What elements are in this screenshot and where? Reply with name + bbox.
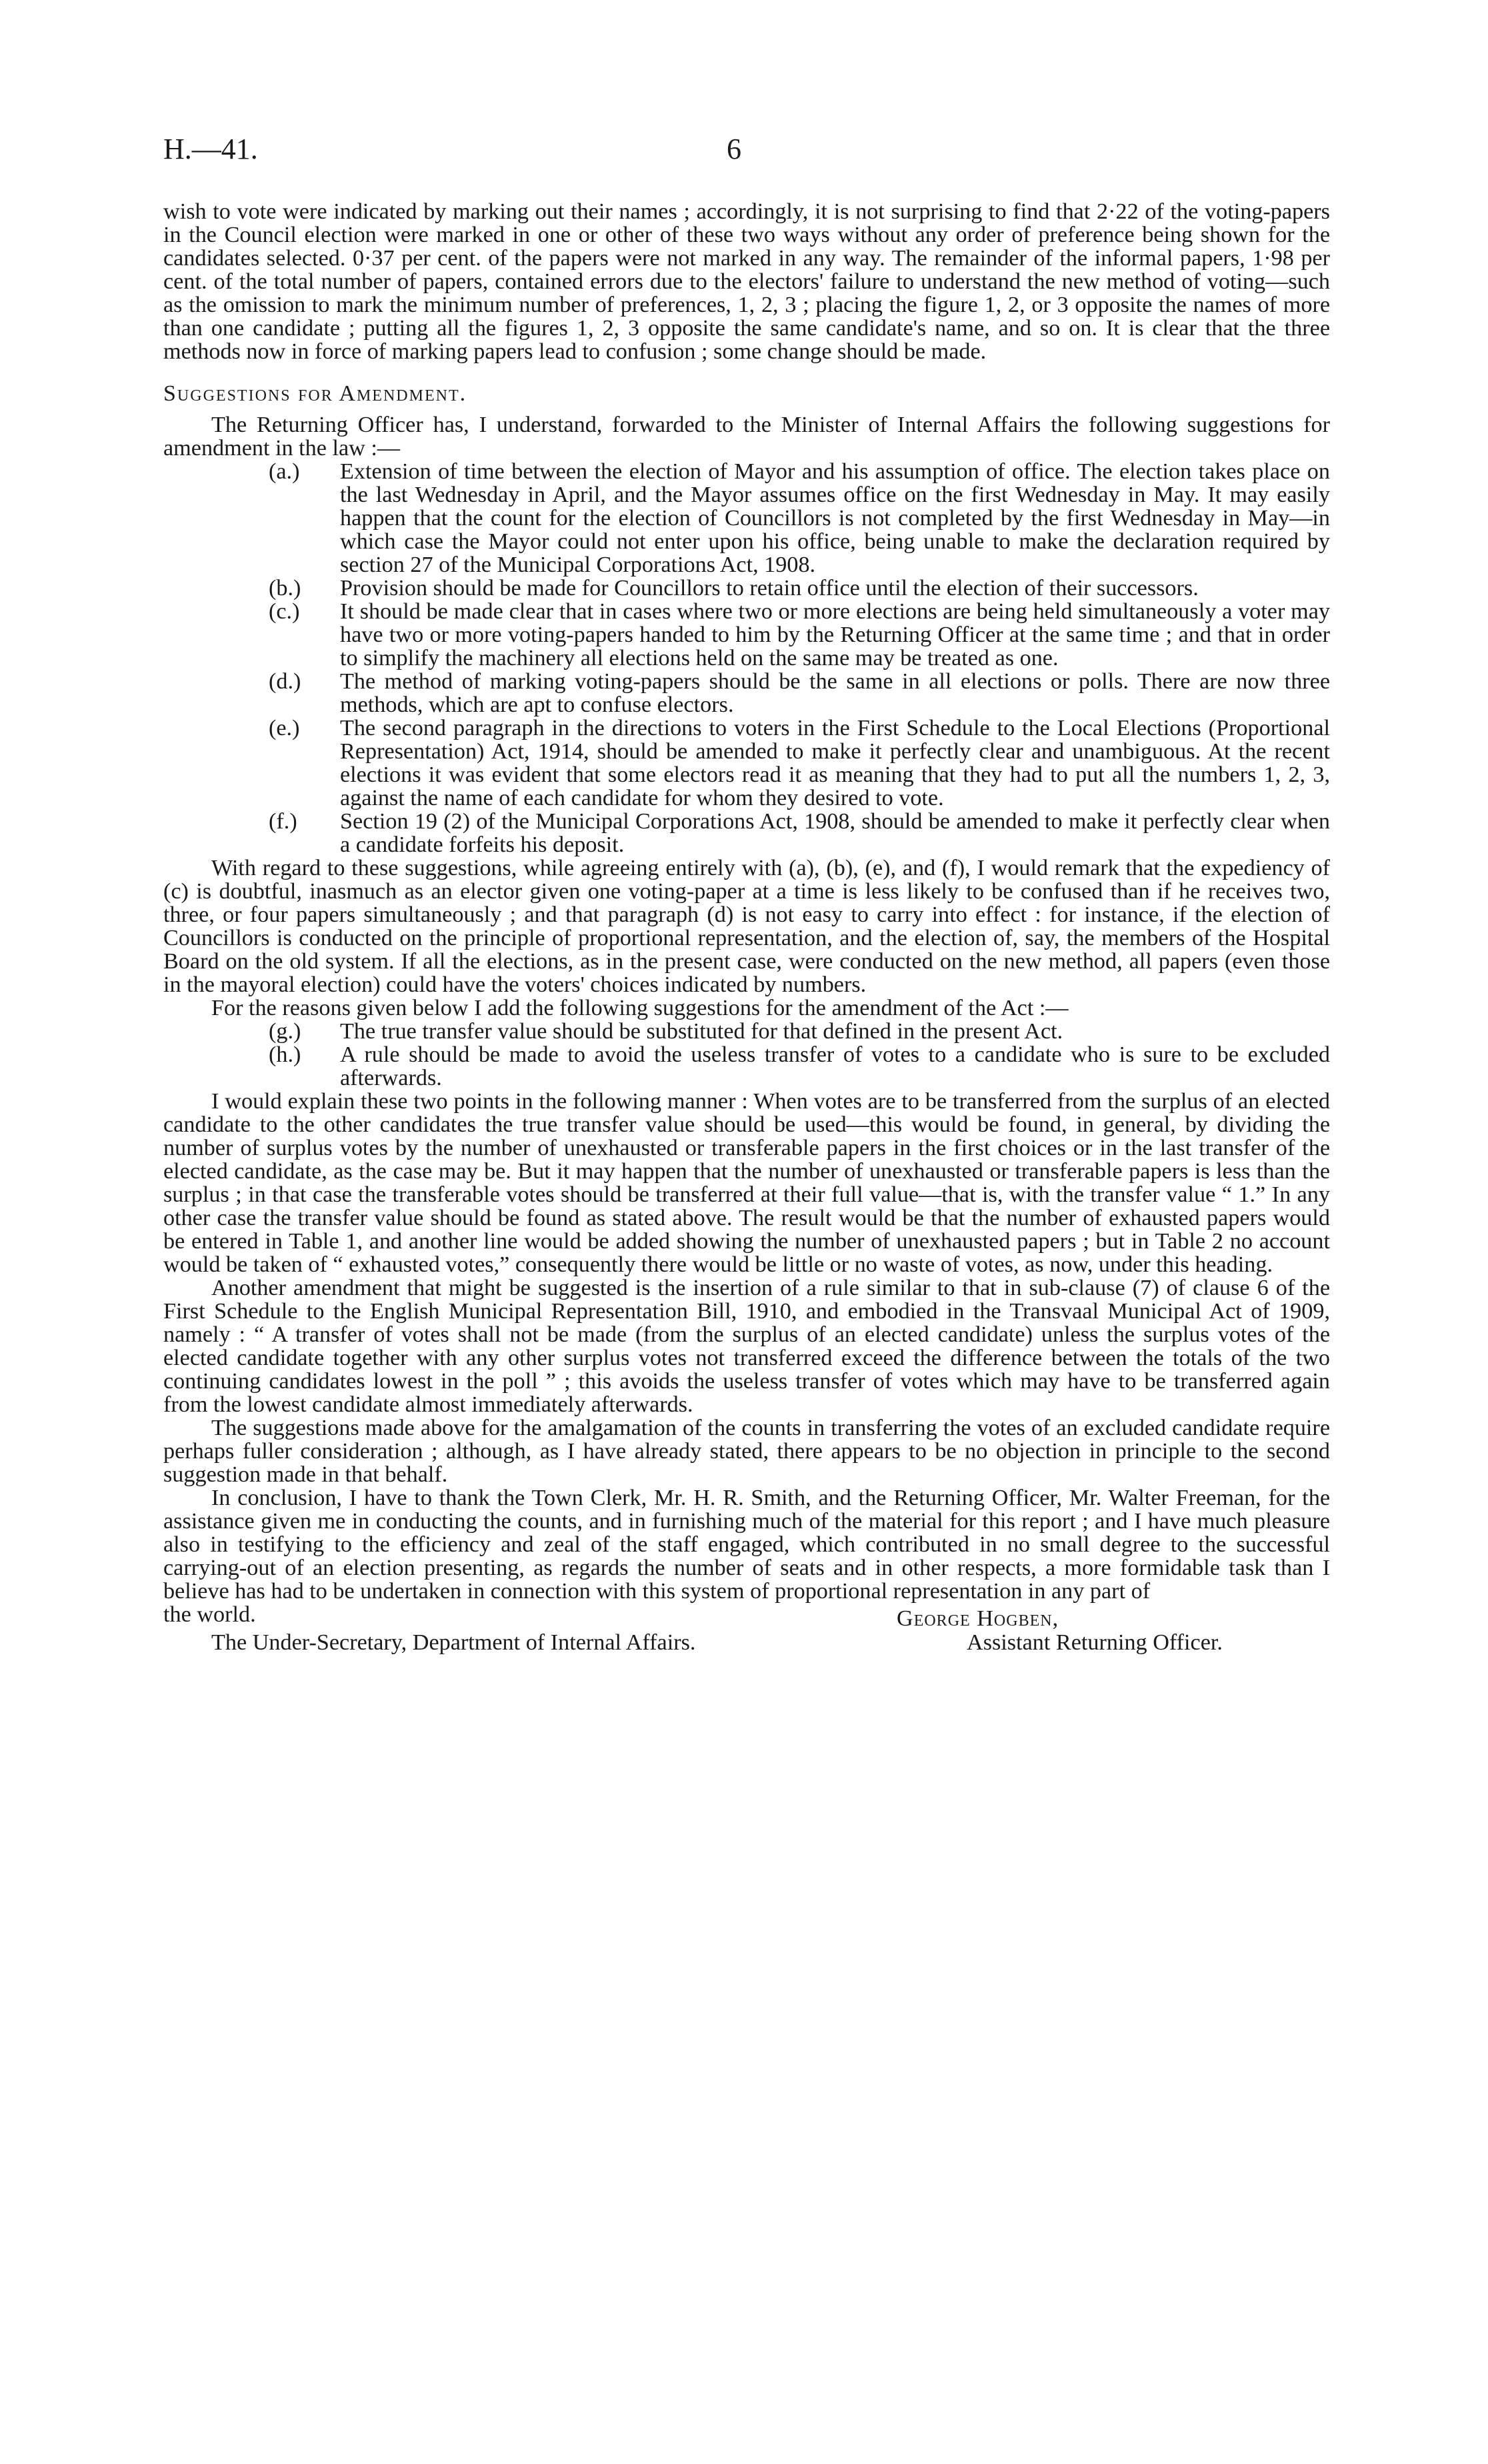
suggestion-label: (d.) (269, 669, 301, 694)
another-amendment-paragraph: Another amendment that might be suggested is the insertion of a rule similar to that in sub-clause (7) of clause 6 of the First Schedule to the English Municipal Representation Bill, 1910, and embodied in the Transvaal Municipal Act of 1909, namely : “ A transfer of votes shall not be made (from the surplus of an elected candidate) unless the surplus votes of the elected candidate together with any other surplus votes not transferred exceed the difference between the totals of the two continuing candidates lowest in the poll ” ; this avoids the useless transfer of votes which may have to be transferred again from the lowest candidate almost immediately afterwards. (163, 1276, 1330, 1417)
suggestion-item-e (163, 716, 1330, 810)
suggestion-text: The true transfer value should be substituted for that defined in the present Act. (340, 1019, 1063, 1044)
page-header (163, 132, 1330, 172)
suggestion-label: (e.) (269, 716, 300, 740)
suggestion-text: A rule should be made to avoid the useless transfer of votes to a candidate who is sure to be excluded afterwards. (340, 1042, 1330, 1090)
suggestion-item-h (163, 1043, 1330, 1090)
page-number: 6 (727, 133, 741, 165)
suggestion-item-c (163, 600, 1330, 670)
body-text (163, 200, 1330, 1656)
suggestion-text: Section 19 (2) of the Municipal Corporations Act, 1908, should be amended to make it perfectly clear when a candidate forfeits his deposit. (340, 809, 1330, 857)
amalgamation-paragraph: The suggestions made above for the amalgamation of the counts in transferring the votes of an excluded candidate require perhaps fuller consideration ; although, as I have already stated, there appears to be no objection in principle to the second suggestion made in that behalf. (163, 1416, 1330, 1487)
explain-paragraph: I would explain these two points in the following manner : When votes are to be transferred from the surplus of an elected candidate to the other candidates the true transfer value should be used—this would be found, in general, by dividing the number of surplus votes by the number of unexhausted or transferable papers in the first choices or in the last transfer of the elected candidate, as the case may be. But it may happen that the number of unexhausted or transferable papers is less than the surplus ; in that case the transferable votes should be transferred at their full value—that is, with the transfer value “ 1.” In any other case the transfer value should be found as stated above. The result would be that the number of exhausted papers would be entered in Table 1, and another line would be added showing the number of unexhausted papers ; but in Table 2 no account would be taken of “ exhausted votes,” consequently there would be little or no waste of votes, as now, under this heading. (163, 1089, 1330, 1277)
suggestion-label: (h.) (269, 1042, 301, 1067)
suggestion-text: The method of marking voting-papers should be the same in all elections or polls. There are now three methods, which are apt to confuse electors. (340, 669, 1330, 717)
suggestion-label: (c.) (269, 599, 300, 624)
suggestion-item-b (163, 577, 1330, 600)
signature-block (163, 1603, 1330, 1656)
suggestion-text: It should be made clear that in cases where two or more elections are being held simultaneously a voter may have two or more voting-papers handed to him by the Returning Officer at the same time ; and that in order to simplify the machinery all elections held on the same may be treated as one. (340, 599, 1330, 670)
suggestion-label: (f.) (269, 809, 297, 834)
suggestion-label: (b.) (269, 576, 301, 601)
suggestion-label: (a.) (269, 459, 300, 484)
suggestions-intro-paragraph: The Returning Officer has, I understand, forwarded to the Minister of Internal Affairs the following suggestions for amendment in the law :— (163, 413, 1330, 461)
suggestion-text: The second paragraph in the directions to voters in the First Schedule to the Local Elections (Proportional Representation) Act, 1914, should be amended to make it perfectly clear and unambiguous. At the recent elections it was evident that some electors read it as meaning that they had to put all the numbers 1, 2, 3, against the name of each candidate for whom they desired to vote. (340, 716, 1330, 810)
conclusion-paragraph: In conclusion, I have to thank the Town Clerk, Mr. H. R. Smith, and the Returning Officer, Mr. Walter Freeman, for the assistance given me in conducting the counts, and in furnishing much of the material for this report ; and I have much pleasure also in testifying to the efficiency and zeal of the staff engaged, which contributed in no small degree to the successful carrying-out of an election presenting, as regards the number of seats and in other respects, a more formidable task than I believe has had to be undertaken in connection with this system of proportional representation in any part of (163, 1486, 1330, 1604)
suggestion-item-g (163, 1020, 1330, 1043)
suggestion-text: Provision should be made for Councillors to retain office until the election of their successors. (340, 576, 1199, 601)
suggestion-item-f (163, 810, 1330, 856)
section-heading: Suggestions for Amendment. (163, 381, 467, 406)
regard-paragraph: With regard to these suggestions, while agreeing entirely with (a), (b), (e), and (f), I would remark that the expediency of (c) is doubtful, inasmuch as an elector given one voting-paper at a time is less likely to be confused than if he receives two, three, or four papers simultaneously ; and that paragraph (d) is not easy to carry into effect : for instance, if the election of Councillors is conducted on the principle of proportional representation, and the election of, say, the members of the Hospital Board on the old system. If all the elections, as in the present case, were conducted on the new method, all papers (even those in the mayoral election) could have the voters' choices indicated by numbers. (163, 856, 1330, 997)
reasons-intro-paragraph: For the reasons given below I add the following suggestions for the amendment of the Act :— (211, 996, 1069, 1020)
addressee: The Under-Secretary, Department of Internal Affairs. (211, 1630, 696, 1655)
intro-paragraph: wish to vote were indicated by marking out their names ; accordingly, it is not surprising to find that 2·22 of the voting-papers in the Council election were marked in one or other of these two ways without any order of preference being shown for the candidates selected. 0·37 per cent. of the papers were not marked in any way. The remainder of the informal papers, 1·98 per cent. of the total number of papers, contained errors due to the electors' failure to understand the new method of voting—such as the omission to mark the minimum number of preferences, 1, 2, 3 ; placing the figure 1, 2, or 3 opposite the names of more than one candidate ; putting all the figures 1, 2, 3 opposite the same candidate's name, and so on. It is clear that the three methods now in force of marking papers lead to confusion ; some change should be made. (163, 199, 1330, 364)
signatory-title: Assistant Returning Officer. (967, 1630, 1223, 1655)
suggestion-label: (g.) (269, 1019, 301, 1044)
conclusion-last-line: the world. (163, 1602, 256, 1627)
suggestion-item-a (163, 460, 1330, 577)
suggestion-text: Extension of time between the election of Mayor and his assumption of office. The election takes place on the last Wednesday in April, and the Mayor assumes office on the first Wednesday in May. It may easily happen that the count for the election of Councillors is not completed by the first Wednesday in May—in which case the Mayor could not enter upon his office, being unable to make the declaration required by section 27 of the Municipal Corporations Act, 1908. (340, 459, 1330, 577)
suggestion-item-d (163, 670, 1330, 716)
document-code: H.—41. (163, 133, 258, 165)
signatory-name: George Hogben, (897, 1606, 1059, 1631)
